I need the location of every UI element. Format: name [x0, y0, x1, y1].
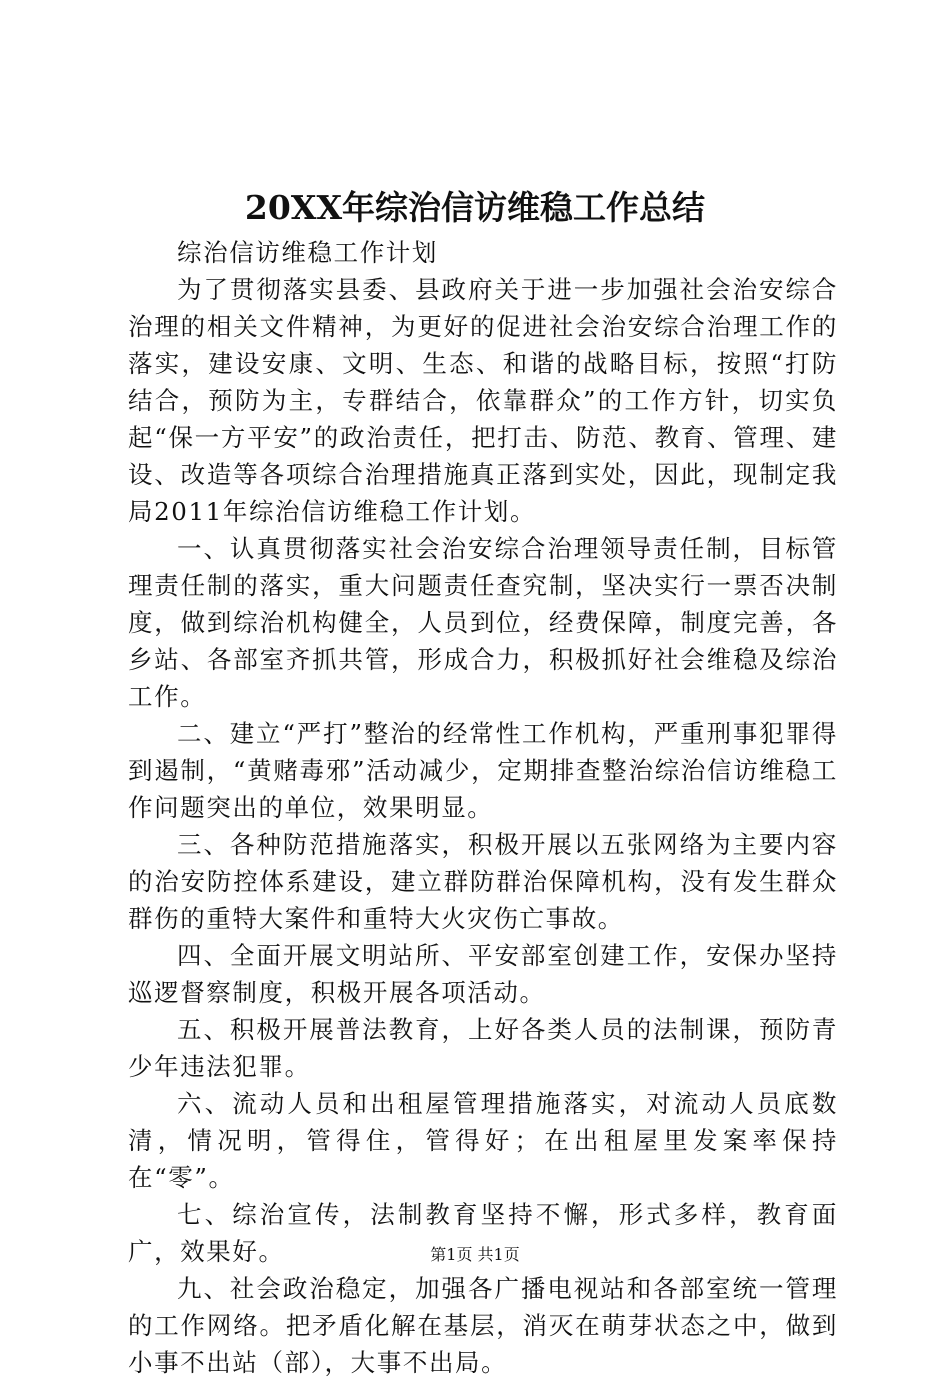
item-paragraph-2: 二、建立“严打”整治的经常性工作机构，严重刑事犯罪得到遏制，“黄赌毒邪”活动减少，定期排查整治综治信访维稳工作问题突出的单位，效果明显。 — [128, 719, 838, 822]
item-paragraph-1: 一、认真贯彻落实社会治安综合治理领导责任制，目标管理责任制的落实，重大问题责任查究制，坚决实行一票否决制度，做到综治机构健全，人员到位，经费保障，制度完善，各乡站、各部室齐抓共管，形成合力，积极抓好社会维稳及综治工作。 — [128, 534, 838, 711]
intro-paragraph: 为了贯彻落实县委、县政府关于进一步加强社会治安综合治理的相关文件精神，为更好的促进社会治安综合治理工作的落实，建设安康、文明、生态、和谐的战略目标，按照“打防结合，预防为主，专群结合，依靠群众”的工作方针，切实负起“保一方平安”的政治责任，把打击、防范、教育、管理、建设、改造等各项综合治理措施真正落到实处，因此，现制定我局2011年综治信访维稳工作计划。 — [128, 275, 838, 526]
item-paragraph-5: 五、积极开展普法教育，上好各类人员的法制课，预防青少年违法犯罪。 — [128, 1015, 838, 1081]
item-paragraph-3: 三、各种防范措施落实，积极开展以五张网络为主要内容的治安防控体系建设，建立群防群治保障机构，没有发生群众群伤的重特大案件和重特大火灾伤亡事故。 — [128, 830, 838, 933]
page-footer: 第1页 共1页 — [430, 1245, 520, 1264]
item-paragraph-6: 六、流动人员和出租屋管理措施落实，对流动人员底数清，情况明，管得住，管得好；在出租屋里发案率保持在“零”。 — [128, 1089, 838, 1192]
subtitle-paragraph: 综治信访维稳工作计划 — [177, 238, 438, 267]
document-title: 20XX年综治信访维稳工作总结 — [244, 188, 706, 227]
item-paragraph-7: 七、综治宣传，法制教育坚持不懈，形式多样，教育面广，效果好。 — [128, 1200, 838, 1266]
document-body — [128, 234, 838, 1381]
item-paragraph-4: 四、全面开展文明站所、平安部室创建工作，安保办坚持巡逻督察制度，积极开展各项活动。 — [128, 941, 838, 1007]
item-paragraph-9: 九、社会政治稳定，加强各广播电视站和各部室统一管理的工作网络。把矛盾化解在基层，消灭在萌芽状态之中，做到小事不出站（部），大事不出局。 — [128, 1274, 838, 1377]
